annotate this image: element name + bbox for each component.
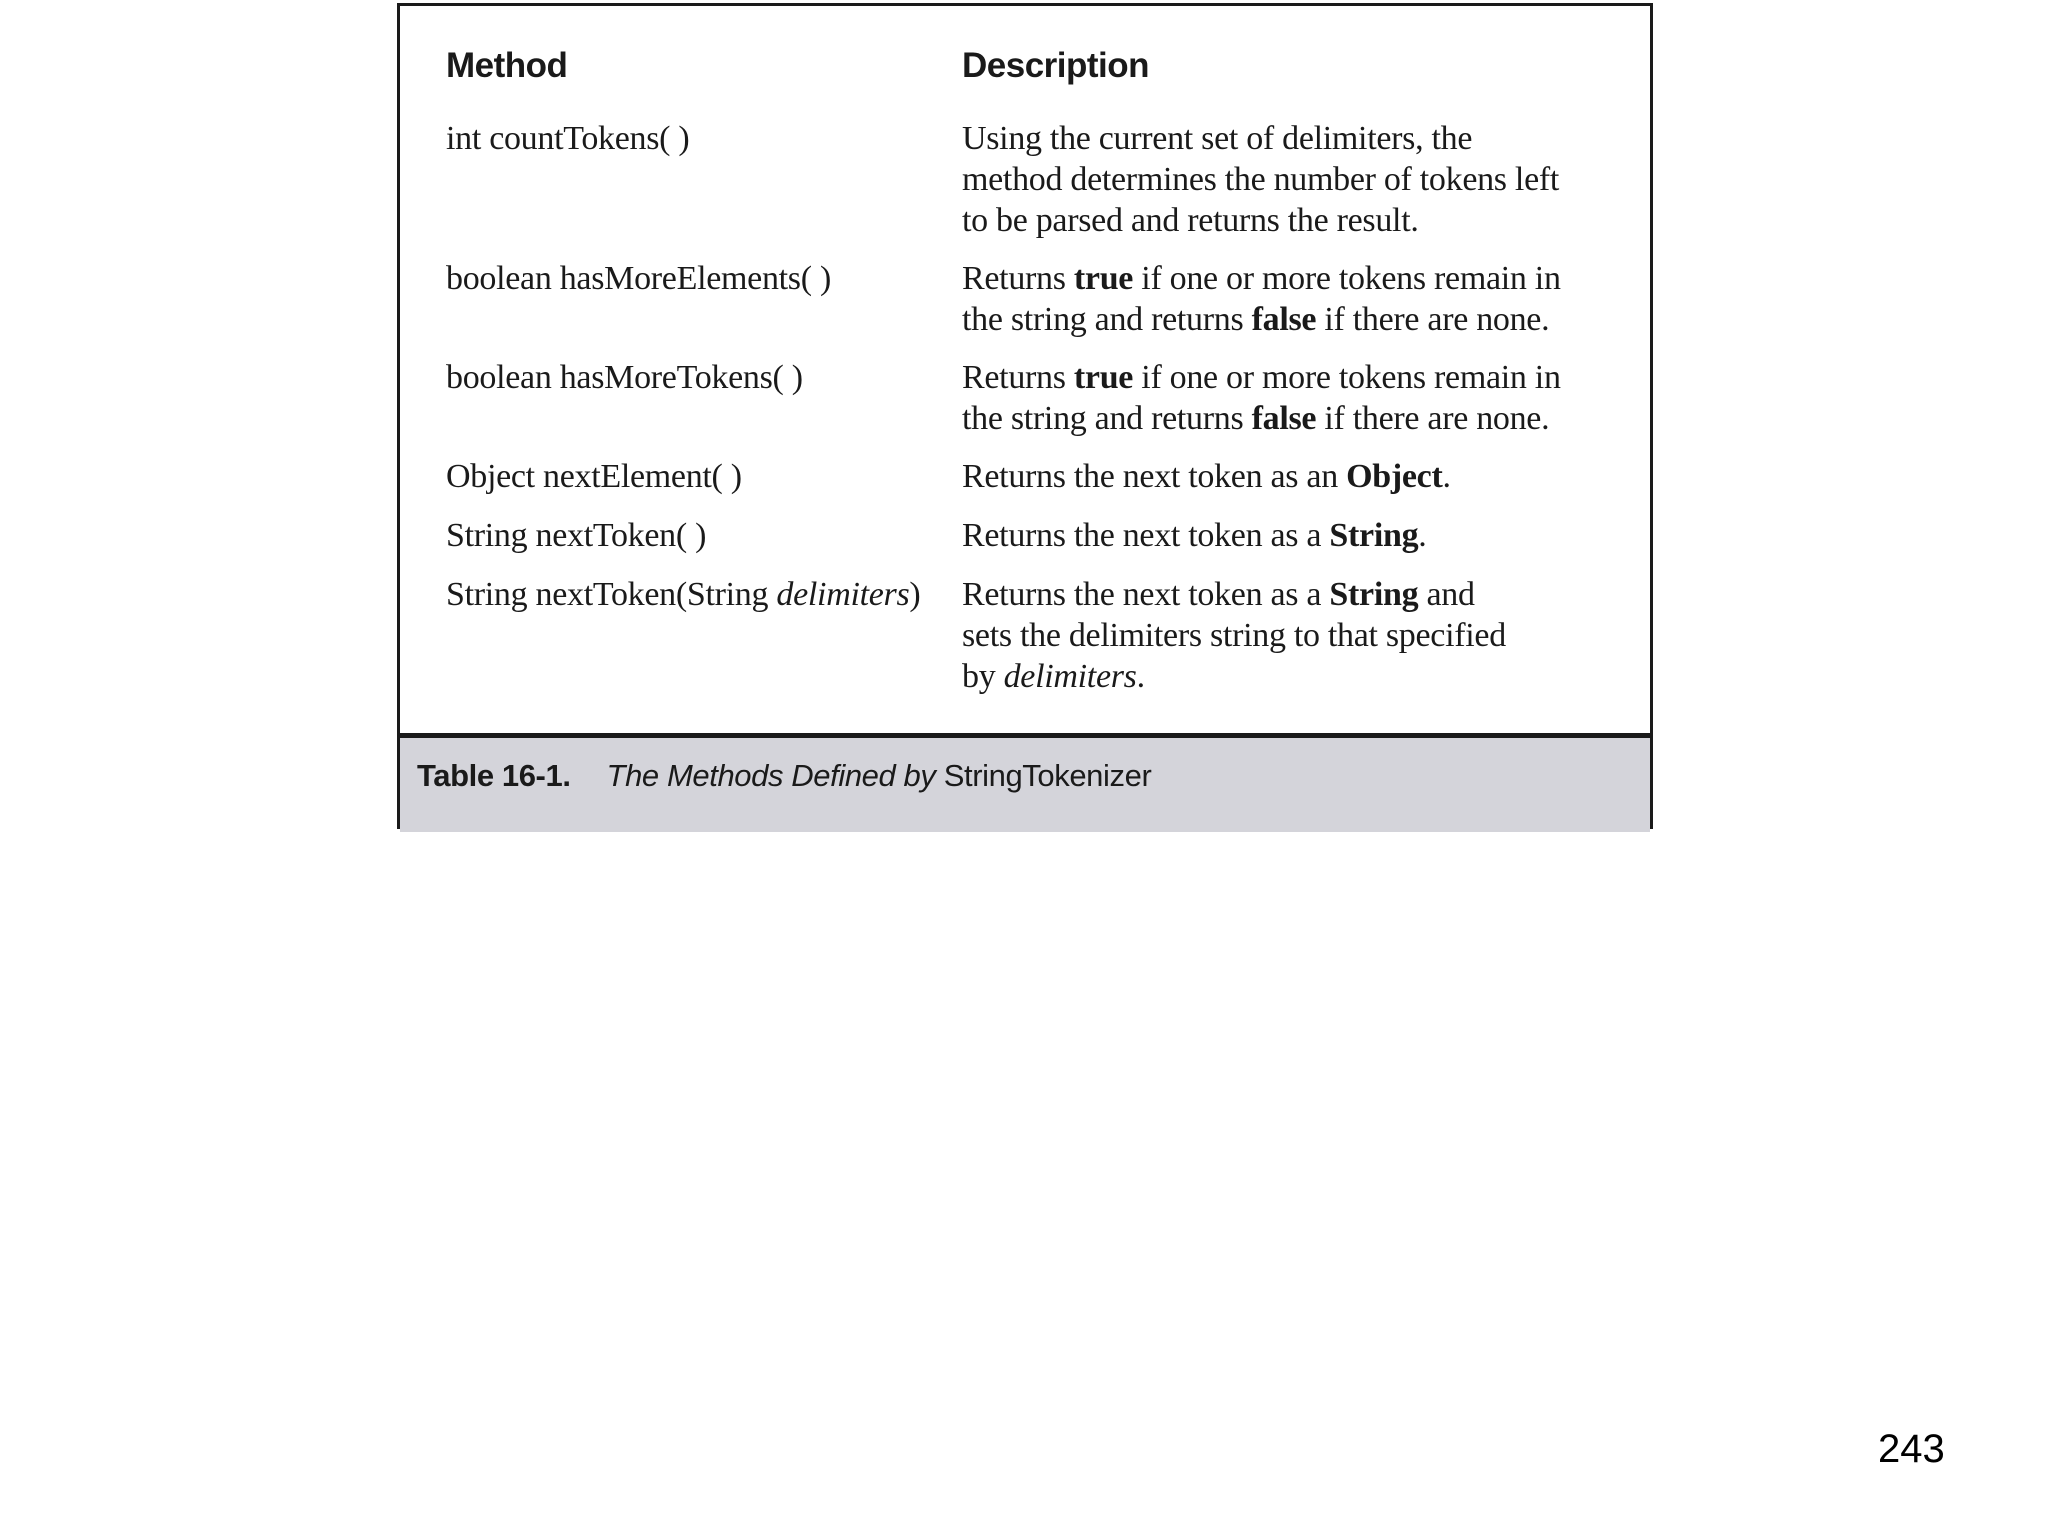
parameter-name: delimiters [776,576,910,613]
text-run: ) [909,576,921,613]
text-run: Returns the next token as a [962,517,1330,554]
description-cell [962,574,1642,697]
text-run: if one or more tokens remain in [1133,359,1561,396]
code-keyword: true [1073,260,1134,297]
description-line [962,515,1642,556]
code-keyword: String [1329,517,1419,554]
description-line [962,398,1642,439]
description-cell [962,515,1642,556]
method-cell [446,574,920,615]
text-run: Returns the next token as an [962,458,1347,495]
text-run: the string and returns [962,301,1252,338]
methods-table [400,6,1650,738]
text-run: . [1442,458,1451,495]
description-line [962,357,1642,398]
text-run: Returns [962,260,1074,297]
method-cell: String nextToken( ) [446,517,707,554]
description-line: method determines the number of tokens left [962,161,1560,198]
description-line [962,456,1642,497]
code-keyword: Object [1346,458,1443,495]
caption-class-name: StringTokenizer [935,758,1152,793]
text-run: if one or more tokens remain in [1133,260,1561,297]
text-run: String nextToken(String [446,576,777,613]
method-column-header: Method [446,46,568,85]
description-column-header: Description [962,46,1150,85]
code-keyword: false [1251,400,1317,437]
code-keyword: true [1073,359,1134,396]
parameter-name: delimiters [1003,658,1137,695]
table-caption [417,758,1151,794]
description-cell [962,258,1642,340]
text-run: . [1136,658,1145,695]
description-cell [962,456,1642,497]
method-cell: boolean hasMoreTokens( ) [446,359,803,396]
description-line: Using the current set of delimiters, the [962,120,1473,157]
code-keyword: false [1251,301,1317,338]
method-cell: int countTokens( ) [446,120,690,157]
text-run: . [1418,517,1427,554]
caption-label: Table 16-1. [417,758,571,793]
description-cell [962,118,1642,241]
description-cell [962,357,1642,439]
description-line [962,258,1642,299]
description-line: to be parsed and returns the result. [962,202,1419,239]
method-cell: boolean hasMoreElements( ) [446,260,831,297]
caption-italic-text: The Methods Defined by [606,758,936,793]
table-caption-bar [400,738,1650,832]
description-line: sets the delimiters string to that specified [962,617,1506,654]
methods-table-figure [397,3,1653,829]
code-keyword: String [1329,576,1419,613]
page-number: 243 [1878,1427,1945,1471]
text-run: and [1418,576,1475,613]
text-run: the string and returns [962,400,1252,437]
text-run: if there are none. [1316,400,1550,437]
text-run: by [962,658,1004,695]
description-line [962,656,1642,697]
description-line [962,299,1642,340]
method-cell: Object nextElement( ) [446,458,742,495]
text-run: Returns [962,359,1074,396]
text-run: if there are none. [1316,301,1550,338]
description-line [962,574,1642,615]
text-run: Returns the next token as a [962,576,1330,613]
